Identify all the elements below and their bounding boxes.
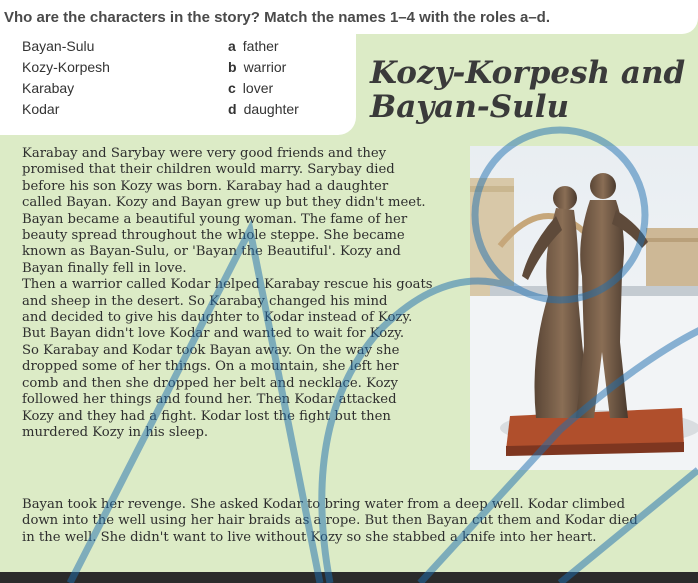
roles-column (228, 36, 299, 120)
role-item (228, 99, 299, 120)
role-label: warrior (243, 59, 287, 75)
man-head (590, 173, 616, 199)
story-line: and sheep in the desert. So Karabay changed his mind (22, 293, 388, 309)
story-line: down into the well using her hair braids as a rope. But then Bayan cut them and Kodar died (22, 513, 638, 529)
role-letter: c (228, 80, 236, 96)
story-line: called Bayan. Kozy and Bayan grew up but they didn't meet. (22, 195, 426, 211)
woman-head (553, 186, 577, 210)
role-label: lover (242, 80, 274, 96)
building-right (646, 228, 698, 290)
role-letter: b (228, 59, 237, 75)
names-column (22, 36, 110, 120)
story-line: beauty spread throughout the whole steppe. She became (22, 228, 405, 244)
story-title-line: Bayan-Sulu (370, 89, 570, 125)
story-line: Bayan took her revenge. She asked Kodar to bring water from a deep well. Kodar climbed (22, 497, 626, 512)
story-line: Then a warrior called Kodar helped Karabay rescue his goats (22, 277, 433, 293)
building-stripe (470, 186, 514, 192)
role-letter: d (228, 101, 237, 117)
name-item: Kozy-Korpesh (22, 59, 110, 75)
story-text (22, 146, 467, 441)
role-label: daughter (243, 101, 299, 117)
name-item: Bayan-Sulu (22, 38, 95, 54)
story-line: murdered Kozy in his sleep. (22, 424, 209, 440)
story-line: comb and then she dropped her belt and necklace. Kozy (22, 375, 398, 391)
role-item (228, 78, 299, 99)
story-line: before his son Kozy was born. Karabay had a daughter (22, 178, 389, 194)
name-item: Karabay (22, 80, 75, 96)
story-line: and decided to give his daughter to Kodar instead of Kozy. (22, 310, 413, 326)
story-line: Bayan finally fell in love. (22, 260, 187, 276)
story-line: known as Bayan-Sulu, or 'Bayan the Beautiful'. Kozy and (22, 244, 401, 260)
story-text-ending (22, 497, 692, 546)
name-item: Kodar (22, 101, 60, 117)
story-line: Kozy and they had a fight. Kodar lost the fight but then (22, 408, 391, 424)
instruction-banner (0, 0, 698, 34)
matching-panel (0, 33, 356, 135)
story-line: But Bayan didn't love Kodar and wanted to wait for Kozy. (22, 326, 405, 342)
statue-illustration (470, 146, 698, 470)
story-title-line: Kozy-Korpesh and (370, 55, 686, 91)
story-title (370, 56, 685, 124)
instruction-text: Vho are the characters in the story? Match the names 1–4 with the roles a–d. (4, 9, 551, 26)
role-label: father (242, 38, 279, 54)
building-stripe (646, 238, 698, 242)
story-line: followed her things and found her. Then Kodar attacked (22, 392, 397, 408)
role-letter: a (228, 38, 236, 54)
story-line: So Karabay and Kodar took Bayan away. On the way she (22, 342, 400, 358)
story-line: in the well. She didn't want to live without Kozy so she stabbed a knife into her heart. (22, 529, 597, 545)
role-item (228, 57, 299, 78)
story-line: Karabay and Sarybay were very good friends and they (22, 146, 387, 161)
story-line: promised that their children would marry. Sarybay died (22, 162, 395, 178)
story-line: Bayan became a beautiful young woman. The fame of her (22, 211, 408, 227)
role-item (228, 36, 299, 57)
story-line: dropped some of her things. On a mountain, she left her (22, 359, 399, 375)
statue-photo (470, 146, 698, 470)
